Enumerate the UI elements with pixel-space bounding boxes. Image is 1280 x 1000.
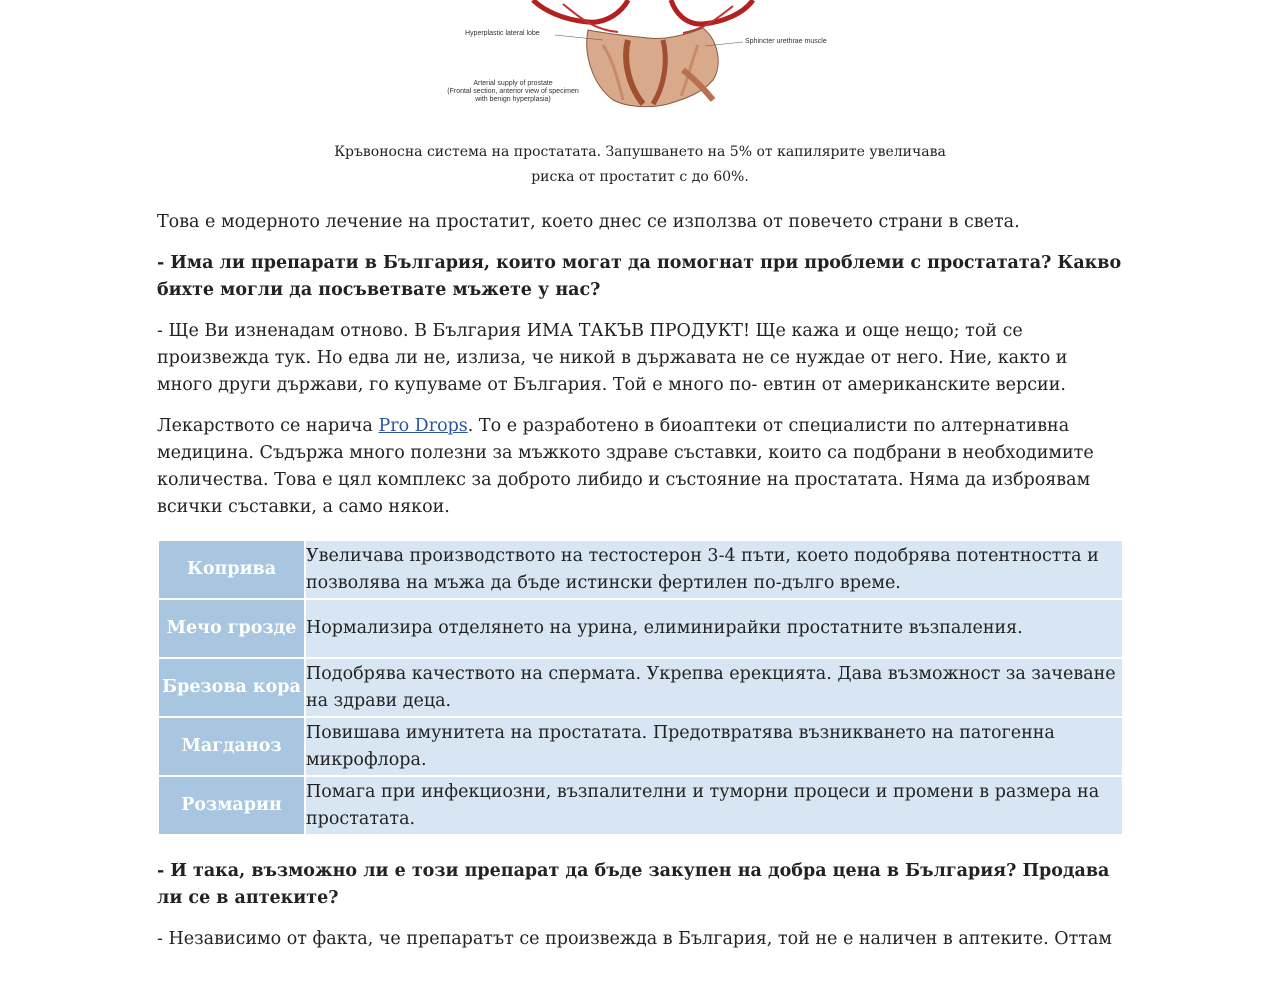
- figure-title: [413, 80, 613, 104]
- question-products: - Има ли препарати в България, които могат да помогнат при проблеми с простатата? Какво бихте могли да посъветвате мъжете у нас?: [157, 253, 1122, 300]
- paragraph-availability: - Независимо от факта, че препаратът се произвежда в България, той не е наличен в аптеките. Оттам: [157, 929, 1112, 949]
- figure-title-line2: (Frontal section, anterior view of specimen: [447, 88, 579, 95]
- figure-caption: [300, 140, 980, 190]
- caption-line1: Кръвоносна система на простатата. Запушването на 5% от капилярите увеличава: [334, 144, 946, 160]
- table-row: [158, 599, 1123, 658]
- ingredients-table: [157, 539, 1124, 836]
- paragraph-answer: - Ще Ви изненадам отново. В България ИМА ТАКЪВ ПРОДУКТ! Ще кажа и още нещо; той се произвежда тук. Но едва ли не, излиза, че никой в държавата не се нуждае от него. Ние, както и много други държави, го купуваме от България. Той е много по- евтин от американските версии.: [157, 321, 1068, 395]
- pro-drops-link[interactable]: Pro Drops: [378, 416, 468, 436]
- table-row: [158, 717, 1123, 776]
- question-price: - И така, възможно ли е този препарат да бъде закупен на добра цена в България? Продава ли се в аптеките?: [157, 861, 1110, 908]
- figure-label-lobe: Hyperplastic lateral lobe: [465, 30, 540, 37]
- ingredient-description: Помага при инфекциозни, възпалителни и туморни процеси и промени в размера на простатата.: [305, 776, 1123, 835]
- product-text-before: Лекарството се нарича: [157, 416, 379, 436]
- ingredient-name: Брезова кора: [158, 658, 305, 717]
- ingredient-name: Коприва: [158, 540, 305, 599]
- product-text-after: . То е разработено в биоаптеки от специалисти по алтернативна медицина. Съдържа много полезни за мъжкото здраве съставки, които са подбрани в необходимите количества. Това е цял комплекс за доброто либидо и състояние на простатата. Няма да изброявам всички съставки, а само някои.: [157, 416, 1094, 517]
- figure-label-sphincter: Sphincter urethrae muscle: [745, 38, 827, 45]
- paragraph-product: [157, 413, 1123, 521]
- figure-title-line3: with benign hyperplasia): [475, 96, 551, 103]
- table-row: [158, 540, 1123, 599]
- ingredient-description: Подобрява качеството на спермата. Укрепва ерекцията. Дава възможност за зачеване на здрави деца.: [305, 658, 1123, 717]
- article-body: [157, 209, 1123, 967]
- caption-line2: риска от простатит с до 60%.: [531, 169, 749, 185]
- ingredient-description: Увеличава производството на тестостерон 3-4 пъти, което подобрява потентността и позволява на мъжа да бъде истински фертилен по-дълго време.: [305, 540, 1123, 599]
- table-row: [158, 776, 1123, 835]
- ingredient-name: Магданоз: [158, 717, 305, 776]
- prostate-anatomy-figure: [413, 0, 905, 110]
- ingredient-name: Розмарин: [158, 776, 305, 835]
- ingredient-description: Нормализира отделянето на урина, елиминирайки простатните възпаления.: [305, 599, 1123, 658]
- paragraph-intro: Това е модерното лечение на простатит, което днес се използва от повечето страни в света.: [157, 212, 1020, 232]
- table-row: [158, 658, 1123, 717]
- ingredient-description: Повишава имунитета на простатата. Предотвратява възникването на патогенна микрофлора.: [305, 717, 1123, 776]
- figure-title-line1: Arterial supply of prostate: [473, 80, 553, 87]
- ingredient-name: Мечо грозде: [158, 599, 305, 658]
